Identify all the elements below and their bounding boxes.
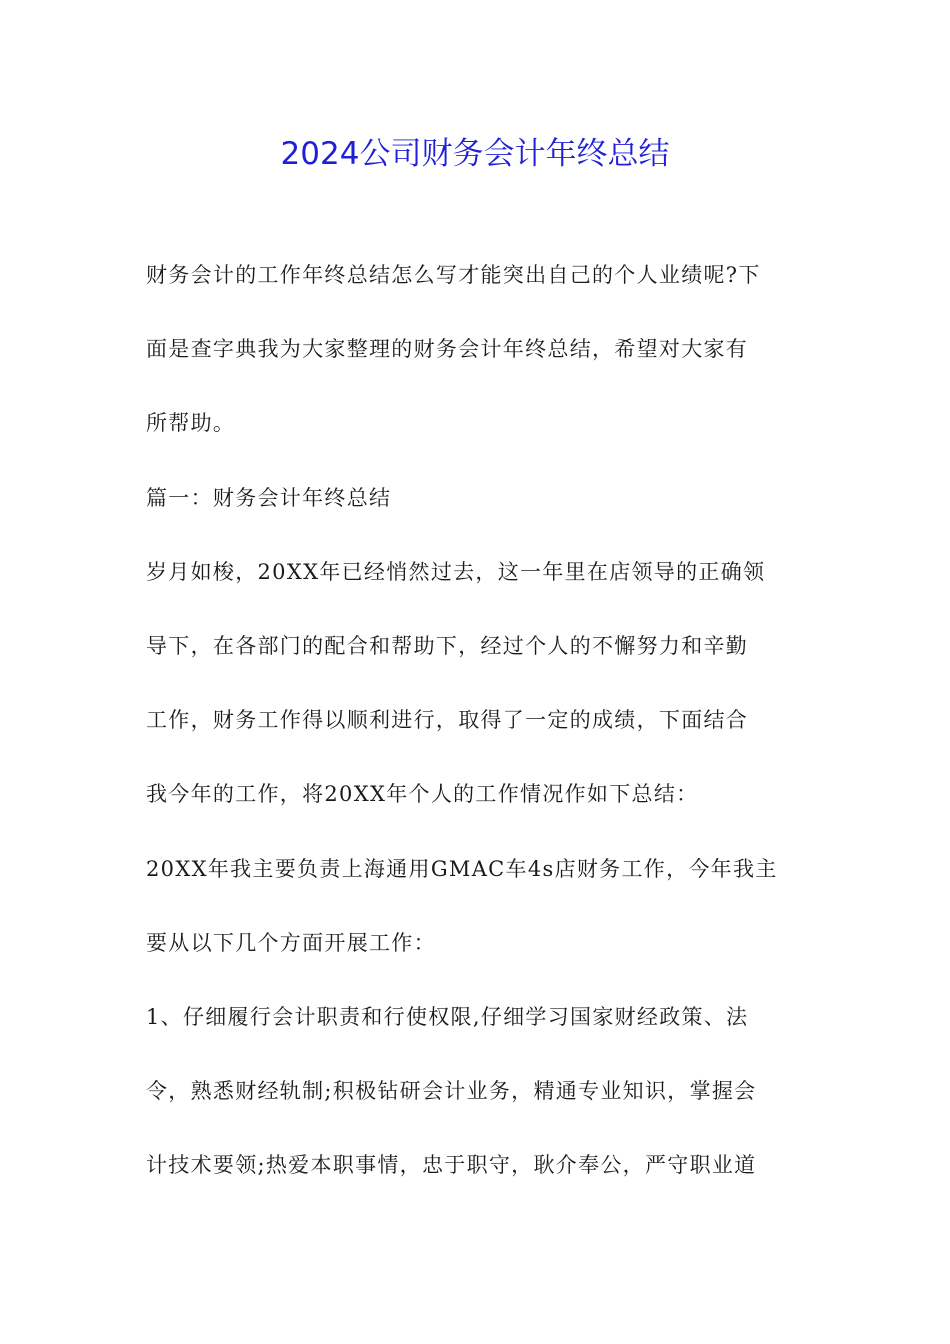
document-body [146, 238, 806, 1202]
body-line: 财务会计的工作年终总结怎么写才能突出自己的个人业绩呢?下 [146, 263, 761, 287]
body-line: 计技术要领;热爱本职事情，忠于职守，耿介奉公，严守职业道 [146, 1153, 757, 1178]
body-line: 面是查字典我为大家整理的财务会计年终总结，希望对大家有 [146, 337, 749, 362]
body-line: 要从以下几个方面开展工作： [146, 930, 436, 955]
body-line: 导下，在各部门的配合和帮助下，经过个人的不懈努力和辛勤 [146, 633, 749, 658]
section-heading: 篇一：财务会计年终总结 [146, 485, 392, 510]
body-line: 我今年的工作，将20XX年个人的工作情况作如下总结： [146, 782, 699, 807]
body-line: 所帮助。 [146, 411, 236, 436]
body-line: 岁月如梭，20XX年已经悄然过去，这一年里在店领导的正确领 [146, 559, 766, 584]
body-line: 令，熟悉财经轨制;积极钻研会计业务，精通专业知识，掌握会 [146, 1079, 757, 1104]
body-line: 20XX年我主要负责上海通用GMAC车4s店财务工作，今年我主 [146, 856, 778, 881]
document-title: 2024公司财务会计年终总结 [280, 136, 670, 172]
body-line: 工作，财务工作得以顺利进行，取得了一定的成绩，下面结合 [146, 708, 749, 733]
body-line: 1、仔细履行会计职责和行使权限,仔细学习国家财经政策、法 [146, 1004, 749, 1029]
